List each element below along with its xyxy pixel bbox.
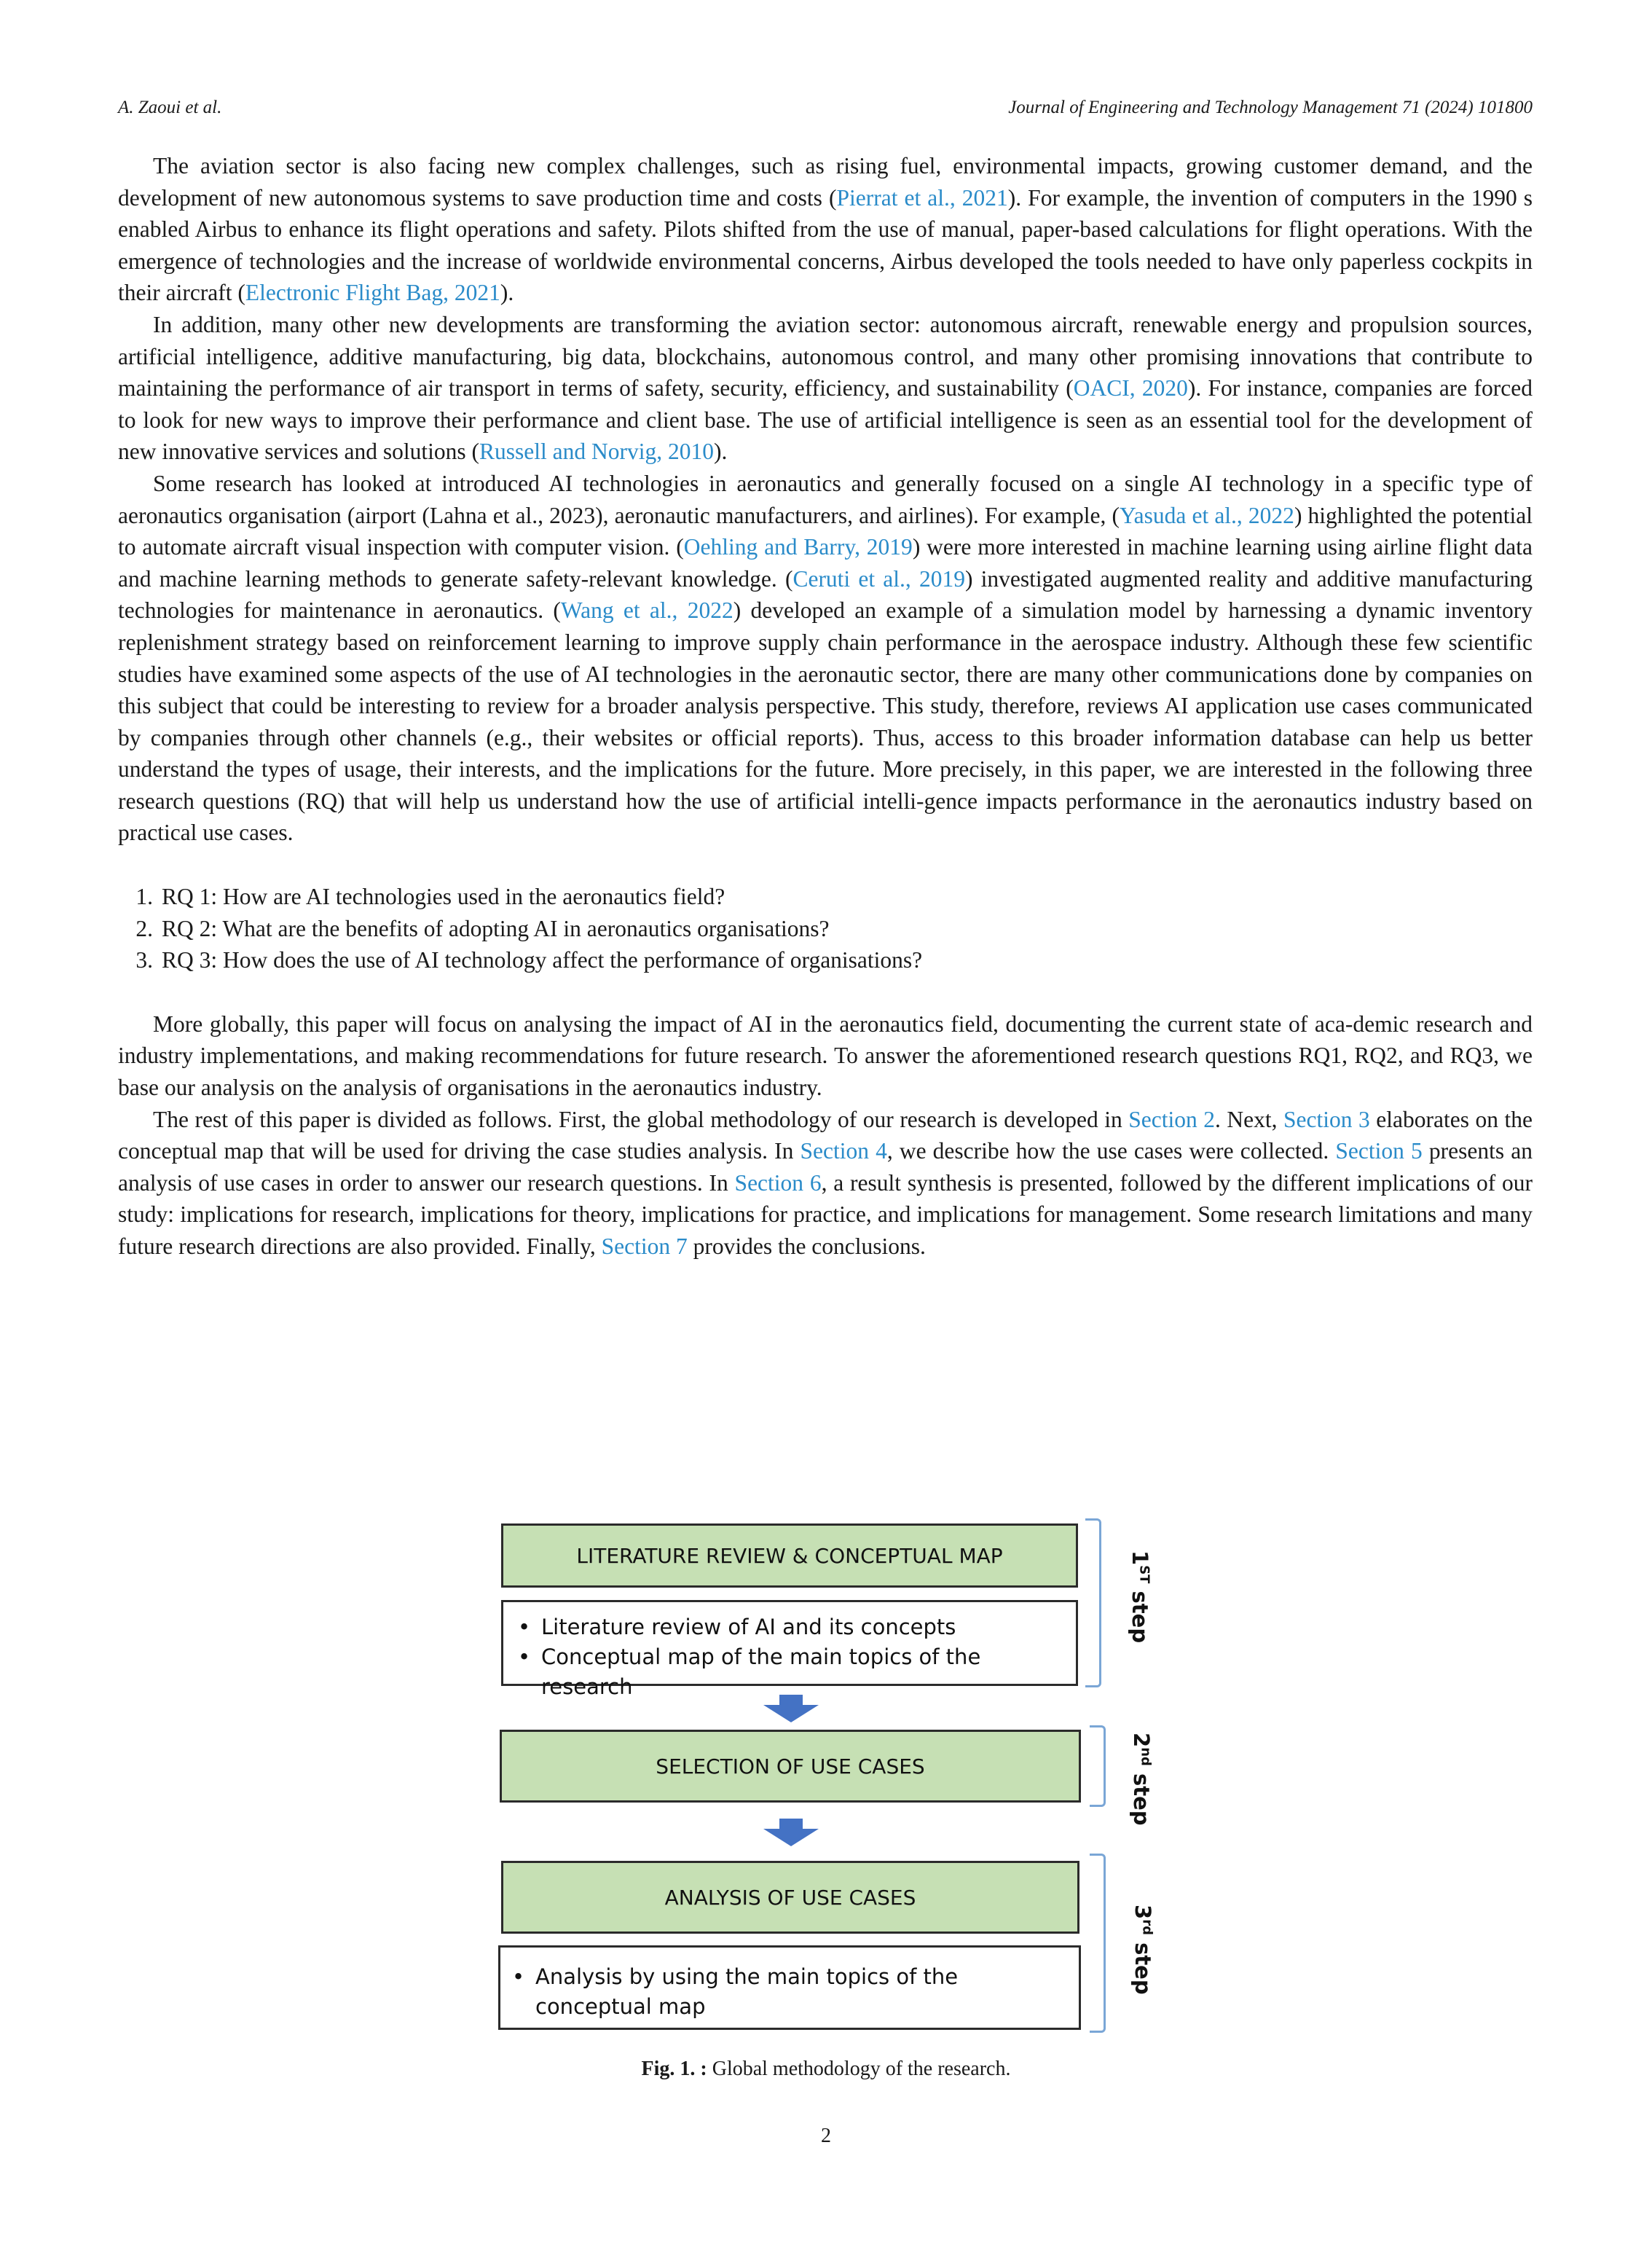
bullet-item: • Analysis by using the main topics of the conceptual map bbox=[505, 1962, 1067, 2022]
box-title: LITERATURE REVIEW & CONCEPTUAL MAP bbox=[576, 1543, 1003, 1568]
text-run: , we describe how the use cases were collected. bbox=[886, 1138, 1336, 1164]
citation-link[interactable]: OACI, 2020 bbox=[1073, 375, 1188, 401]
step-word: step bbox=[1129, 1773, 1154, 1826]
text-run: ) highlighted the potential to automate aircraft visual inspection with computer vision. ( bbox=[118, 502, 1533, 560]
list-number: 2. bbox=[135, 915, 153, 941]
step-word: step bbox=[1130, 1942, 1155, 1995]
text-run: Some research has looked at introduced AI technologies in aeronautics and generally focused on a single AI technology in a specific type of aeronautics organisation (airport (Lahna et al., 2023), aeronautic manufacturers, and airlines). For example, ( bbox=[118, 470, 1533, 528]
step-ordinal: rd bbox=[1139, 1919, 1155, 1935]
step-2-label bbox=[1129, 1733, 1154, 1826]
step-bracket bbox=[1090, 1725, 1106, 1807]
text-run: ) were more interested in machine learning using airline flight data and machine learning methods to generate safety-relevant knowledge. ( bbox=[118, 534, 1533, 592]
caption-text: Global methodology of the research. bbox=[712, 2058, 1011, 2080]
text-run: ). bbox=[714, 439, 728, 465]
list-item bbox=[118, 944, 1533, 976]
text-run: ) investigated augmented reality and additive manufacturing technologies for maintenance in aeronautics. ( bbox=[118, 565, 1533, 624]
citation-link[interactable]: Oehling and Barry, 2019 bbox=[683, 534, 913, 560]
analysis-box bbox=[501, 1861, 1079, 1934]
literature-review-box bbox=[501, 1523, 1078, 1588]
paragraph-3 bbox=[118, 468, 1533, 849]
text-run: , a result synthesis is presented, followed by the different implications of our study: implications for research, implications for theory, implications for practice, and implications for management. Some research limitations and many future research directions are also provided. Finally, bbox=[118, 1169, 1533, 1259]
text-run: The rest of this paper is divided as follows. First, the global methodology of our research is developed in bbox=[153, 1106, 1129, 1132]
literature-review-details bbox=[501, 1600, 1078, 1699]
step-word: step bbox=[1128, 1591, 1152, 1644]
section-link[interactable]: Section 5 bbox=[1335, 1138, 1423, 1164]
list-number: 3. bbox=[135, 947, 153, 973]
caption-label: Fig. 1. : bbox=[641, 2058, 707, 2080]
header-journal: Journal of Engineering and Technology Management 71 (2024) 101800 bbox=[1008, 98, 1533, 117]
page-number: 2 bbox=[821, 2125, 831, 2147]
citation-link[interactable]: Wang et al., 2022 bbox=[560, 597, 733, 624]
list-text: RQ 2: What are the benefits of adopting AI in aeronautics organisations? bbox=[162, 915, 830, 941]
figure-caption bbox=[0, 2058, 1652, 2081]
step-ordinal: nd bbox=[1138, 1747, 1154, 1766]
bullet-item: • Literature review of AI and its concepts bbox=[511, 1612, 1069, 1642]
down-arrow-icon bbox=[762, 1695, 820, 1724]
paragraph-4 bbox=[118, 1008, 1533, 1104]
text-run: ). For example, the invention of computers in the 1990 s enabled Airbus to enhance its flight operations and safety. Pilots shifted from the use of manual, paper-based calculations for flight operations. With the emergence of technologies and the increase of worldwide environmental concerns, Airbus developed the tools needed to have only paperless cockpits in their aircraft ( bbox=[118, 184, 1533, 306]
step-number: 2 bbox=[1129, 1733, 1154, 1748]
list-number: 1. bbox=[135, 884, 153, 910]
text-run: ). bbox=[500, 280, 514, 306]
citation-link[interactable]: Ceruti et al., 2019 bbox=[792, 565, 965, 592]
list-text: RQ 3: How does the use of AI technology affect the performance of organisations? bbox=[162, 947, 923, 973]
bullet-item: • Conceptual map of the main topics of the research bbox=[511, 1642, 1069, 1702]
step-ordinal: ST bbox=[1136, 1565, 1152, 1584]
step-1-label bbox=[1128, 1550, 1152, 1643]
body-text bbox=[118, 150, 1533, 1263]
box-title: SELECTION OF USE CASES bbox=[656, 1754, 925, 1778]
text-run: . Next, bbox=[1215, 1106, 1284, 1132]
section-link[interactable]: Section 3 bbox=[1283, 1106, 1370, 1132]
text-run: ). For instance, companies are forced to look for new ways to improve their performance and client base. The use of artificial intelligence is seen as an essential tool for the development of new innovative services and solutions ( bbox=[118, 375, 1533, 465]
selection-box bbox=[500, 1730, 1081, 1803]
citation-link[interactable]: Russell and Norvig, 2010 bbox=[479, 439, 715, 465]
citation-link[interactable]: Pierrat et al., 2021 bbox=[836, 184, 1008, 211]
text-run: In addition, many other new developments are transforming the aviation sector: autonomous aircraft, renewable energy and propulsion sources, artificial intelligence, additive manufacturing, big data, blockchains, autonomous control, and many other promising innovations that contribute to maintaining the performance of air transport in terms of safety, security, efficiency, and sustainability ( bbox=[118, 311, 1533, 401]
section-link[interactable]: Section 2 bbox=[1128, 1106, 1215, 1132]
paragraph-2 bbox=[118, 309, 1533, 468]
text-run: The aviation sector is also facing new complex challenges, such as rising fuel, environmental impacts, growing customer demand, and the development of new autonomous systems to save production time and costs ( bbox=[118, 153, 1533, 211]
step-3-label bbox=[1130, 1905, 1155, 1995]
down-arrow-icon bbox=[762, 1819, 820, 1848]
analysis-details bbox=[498, 1945, 1081, 2030]
research-questions-list bbox=[118, 881, 1533, 976]
paragraph-5 bbox=[118, 1104, 1533, 1263]
list-text: RQ 1: How are AI technologies used in the aeronautics field? bbox=[162, 884, 725, 910]
paragraph-1 bbox=[118, 150, 1533, 309]
list-item bbox=[118, 913, 1533, 945]
section-link[interactable]: Section 6 bbox=[734, 1169, 822, 1196]
step-number: 1 bbox=[1128, 1550, 1152, 1566]
header-authors: A. Zaoui et al. bbox=[118, 98, 222, 117]
section-link[interactable]: Section 4 bbox=[800, 1138, 887, 1164]
text-run: elaborates on the conceptual map that will be used for driving the case studies analysis. In bbox=[118, 1106, 1533, 1164]
step-bracket bbox=[1090, 1854, 1106, 2033]
text-run: More globally, this paper will focus on analysing the impact of AI in the aeronautics field, documenting the current state of aca-demic research and industry implementations, and making recommendations for future research. To answer the aforementioned research questions RQ1, RQ2, and RQ3, we base our analysis on the analysis of organisations in the aeronautics industry. bbox=[118, 1011, 1533, 1101]
section-link[interactable]: Section 7 bbox=[601, 1234, 688, 1259]
citation-link[interactable]: Electronic Flight Bag, 2021 bbox=[245, 280, 500, 306]
text-run: presents an analysis of use cases in order to answer our research questions. In bbox=[118, 1138, 1533, 1196]
list-item bbox=[118, 881, 1533, 913]
step-number: 3 bbox=[1130, 1905, 1155, 1920]
running-header bbox=[118, 98, 1533, 127]
text-run: ) developed an example of a simulation model by harnessing a dynamic inventory replenishment strategy based on reinforcement learning to improve supply chain performance in the aerospace industry. Although these few scientific studies have examined some aspects of the use of AI technologies in the aeronautic sector, there are many other communications done by companies on this subject that could be interesting to review for a broader analysis perspective. This study, therefore, reviews AI application use cases communicated by companies through other channels (e.g., their websites or official reports). Thus, access to this broader information database can help us better understand the types of usage, their interests, and the implications for the future. More precisely, in this paper, we are interested in the following three research questions (RQ) that will help us understand how the use of artificial intelli-gence impacts performance in the aeronautics industry based on practical use cases. bbox=[118, 597, 1533, 846]
box-title: ANALYSIS OF USE CASES bbox=[664, 1885, 916, 1910]
step-bracket bbox=[1085, 1518, 1101, 1687]
citation-link[interactable]: Yasuda et al., 2022 bbox=[1120, 502, 1294, 528]
text-run: provides the conclusions. bbox=[687, 1234, 926, 1259]
